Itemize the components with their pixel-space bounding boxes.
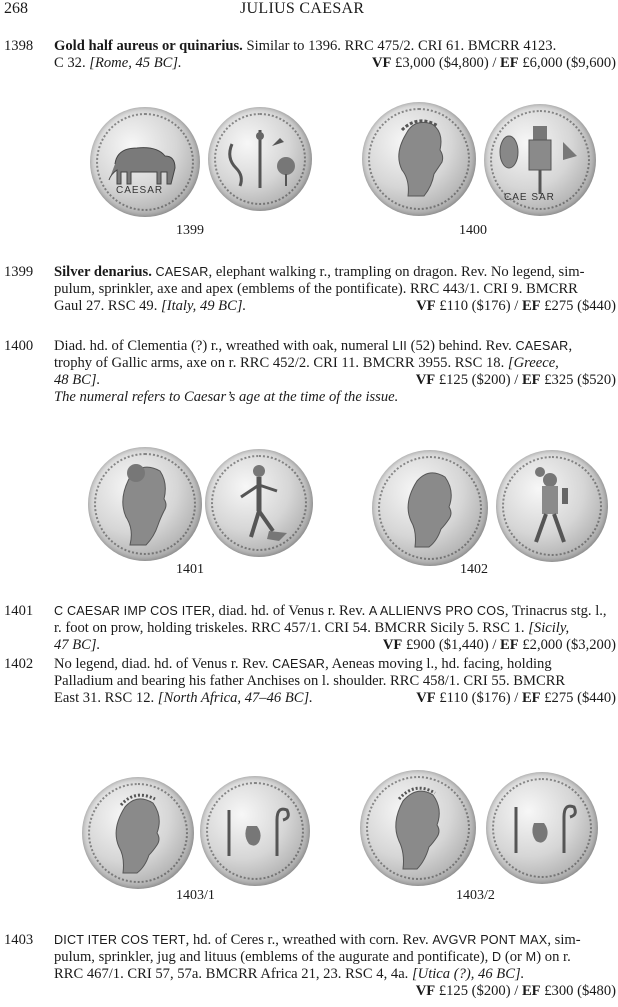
entry-text: Similar to 1396. RRC 475/2. CRI 61. BMCRR 4123. — [242, 38, 557, 54]
coin-1403-1-obverse — [82, 777, 194, 889]
coin-1402-reverse — [496, 450, 608, 562]
pontifical-emblems-icon — [222, 124, 298, 194]
entry-text: , hd. of Ceres r., wreathed with corn. Rev. — [185, 932, 433, 948]
running-title: JULIUS CAESAR — [240, 0, 365, 17]
entry-text: (52) behind. Rev. — [407, 338, 516, 354]
entry-line — [54, 690, 616, 707]
coin-caption: 1403/1 — [176, 888, 215, 903]
coin-caption: 1402 — [460, 562, 488, 577]
entry-text: r. foot on prow, holding triskeles. RRC 457/1. CRI 54. BMCRR Sicily 5. RSC 1. — [54, 620, 529, 636]
entry-text: , Aeneas moving l., hd. facing, holding — [325, 656, 552, 672]
coin-inscription: CAESAR — [272, 657, 326, 671]
entry-line — [54, 338, 616, 355]
entry-line — [54, 281, 616, 298]
coin-1401-reverse — [205, 449, 313, 557]
entry-line — [54, 55, 616, 72]
price-ef: £300 ($480) — [540, 983, 616, 999]
entry-line — [54, 355, 616, 372]
entry-line — [54, 620, 616, 637]
grade-ef: EF — [521, 298, 541, 314]
venus-head-icon — [395, 465, 465, 551]
entry-text: ) on r. — [536, 949, 571, 965]
coin-inscription: CAESAR — [515, 339, 569, 353]
price-vf: £125 ($200) / — [435, 372, 522, 388]
entry-line — [54, 264, 616, 281]
coin-inscription: C CAESAR IMP COS ITER — [54, 604, 212, 618]
elephant-icon — [105, 134, 185, 190]
entry-text: Palladium and bearing his father Anchises on l. shoulder. RRC 458/1. CRI 55. BMCRR — [54, 673, 566, 689]
entry-number: 1402 — [4, 656, 34, 672]
entry-line — [54, 983, 616, 1000]
entry-provenance: 48 BC]. — [54, 372, 101, 388]
trophy-icon — [497, 120, 583, 200]
entry-text: pulum, sprinkler, jug and lituus (emblems of the augurate and pontificate), — [54, 949, 492, 965]
entry-number: 1403 — [4, 932, 34, 948]
coin-inscription: D — [491, 950, 502, 964]
coin-legend: CAESAR — [116, 185, 164, 196]
price-vf: £110 ($176) / — [435, 690, 522, 706]
coin-inscription: LII — [392, 339, 407, 353]
grade-ef: EF — [521, 690, 541, 706]
entry-line — [54, 298, 616, 315]
coin-1400-reverse — [484, 104, 596, 216]
grade-vf: VF — [382, 637, 403, 653]
venus-head-icon — [110, 459, 180, 549]
entry-text: , Trinacrus stg. l., — [504, 603, 607, 619]
price-ef: £2,000 ($3,200) — [518, 637, 616, 653]
entry-provenance: 47 BC]. — [54, 637, 101, 653]
price-ef: £275 ($440) — [540, 298, 616, 314]
price-line — [416, 983, 616, 1000]
entry-provenance: [Greece, — [507, 355, 559, 371]
coin-inscription: A ALLIENVS PRO COS — [368, 604, 505, 618]
page-number: 268 — [4, 0, 28, 17]
entry-heading: Silver denarius. — [54, 264, 152, 280]
price-vf: £900 ($1,440) / — [402, 637, 501, 653]
entry-number: 1399 — [4, 264, 34, 280]
clementia-head-icon — [384, 114, 454, 204]
coin-inscription: DICT ITER COS TERT — [54, 933, 186, 947]
grade-vf: VF — [416, 298, 436, 314]
entry-text: , diad. hd. of Venus r. Rev. — [211, 603, 369, 619]
augurate-emblems-icon — [504, 793, 580, 863]
entry-text: trophy of Gallic arms, axe on r. RRC 452/2. CRI 11. BMCRR 3955. RSC 18. — [54, 355, 508, 371]
coin-1401-obverse — [88, 447, 202, 561]
coin-1403-1-reverse — [200, 776, 310, 886]
coin-caption: 1403/2 — [456, 888, 495, 903]
entry-number: 1400 — [4, 338, 34, 354]
aeneas-anchises-icon — [522, 464, 582, 548]
coin-1399-reverse — [208, 107, 312, 211]
entry-provenance: [Rome, 45 BC]. — [89, 55, 182, 71]
entry-text: Diad. hd. of Clementia (?) r., wreathed with oak, numeral — [54, 338, 393, 354]
entry-provenance: [Utica (?), 46 BC]. — [411, 966, 525, 982]
price-line — [383, 637, 616, 654]
entry-text: , — [568, 338, 573, 354]
entry-number: 1401 — [4, 603, 34, 619]
entry-line — [54, 38, 616, 55]
grade-vf: VF — [415, 983, 436, 999]
price-line — [372, 55, 616, 72]
price-vf: £125 ($200) / — [435, 983, 522, 999]
coin-caption: 1400 — [459, 223, 487, 238]
grade-ef: EF — [521, 983, 541, 999]
entry-note — [54, 389, 616, 406]
entry-line — [54, 637, 616, 654]
grade-vf: VF — [415, 372, 436, 388]
grade-ef: EF — [500, 637, 519, 653]
entry-line — [54, 656, 616, 673]
price-line — [416, 298, 616, 315]
entry-text: East 31. RSC 12. — [54, 690, 158, 706]
coin-inscription: M — [525, 950, 537, 964]
entry-text: , elephant walking r., trampling on dragon. Rev. No legend, sim- — [208, 264, 585, 280]
price-vf: £3,000 ($4,800) / — [391, 55, 501, 71]
entry-provenance: [Italy, 49 BC]. — [161, 298, 247, 314]
coin-caption: 1399 — [176, 223, 204, 238]
price-ef: £6,000 ($9,600) — [518, 55, 616, 71]
coin-inscription: AVGVR PONT MAX — [432, 933, 548, 947]
entry-text: C 32. — [54, 55, 90, 71]
price-line — [416, 690, 616, 707]
ceres-head-icon — [105, 791, 171, 875]
entry-line — [54, 603, 616, 620]
coin-1402-obverse — [372, 450, 488, 566]
trinacrus-figure-icon — [229, 461, 289, 545]
coin-1403-2-reverse — [486, 772, 598, 884]
coin-1399-obverse — [90, 107, 200, 217]
grade-ef: EF — [521, 372, 541, 388]
ceres-head-icon — [383, 783, 453, 873]
entry-text: RRC 467/1. CRI 57, 57a. BMCRR Africa 21, 23. RSC 4, 4a. — [54, 966, 412, 982]
coin-1400-obverse — [362, 102, 476, 216]
entry-note-text: The numeral refers to Caesar’s age at the time of the issue. — [54, 389, 399, 405]
augurate-emblems-icon — [217, 796, 293, 866]
entry-text: pulum, sprinkler, axe and apex (emblems of the pontificate). RRC 443/1. CRI 9. BMCRR — [54, 281, 578, 297]
entry-line — [54, 949, 616, 966]
entry-provenance: [North Africa, 47–46 BC]. — [157, 690, 313, 706]
entry-text: , sim- — [547, 932, 581, 948]
entry-text: Gaul 27. RSC 49. — [54, 298, 162, 314]
coin-legend: CAE SAR — [504, 192, 555, 203]
entry-number: 1398 — [4, 38, 34, 54]
price-line — [416, 372, 616, 389]
entry-text: No legend, diad. hd. of Venus r. Rev. — [54, 656, 273, 672]
entry-provenance: [Sicily, — [528, 620, 570, 636]
coin-inscription: CAESAR — [155, 265, 209, 279]
grade-vf: VF — [371, 55, 392, 71]
entry-line — [54, 932, 616, 949]
price-ef: £275 ($440) — [540, 690, 616, 706]
price-vf: £110 ($176) / — [435, 298, 522, 314]
entry-line — [54, 966, 616, 983]
entry-text: (or — [501, 949, 526, 965]
coin-caption: 1401 — [176, 562, 204, 577]
entry-line — [54, 673, 616, 690]
price-ef: £325 ($520) — [540, 372, 616, 388]
grade-vf: VF — [416, 690, 436, 706]
coin-1403-2-obverse — [360, 770, 476, 886]
entry-line — [54, 372, 616, 389]
grade-ef: EF — [500, 55, 519, 71]
entry-heading: Gold half aureus or quinarius. — [54, 38, 243, 54]
